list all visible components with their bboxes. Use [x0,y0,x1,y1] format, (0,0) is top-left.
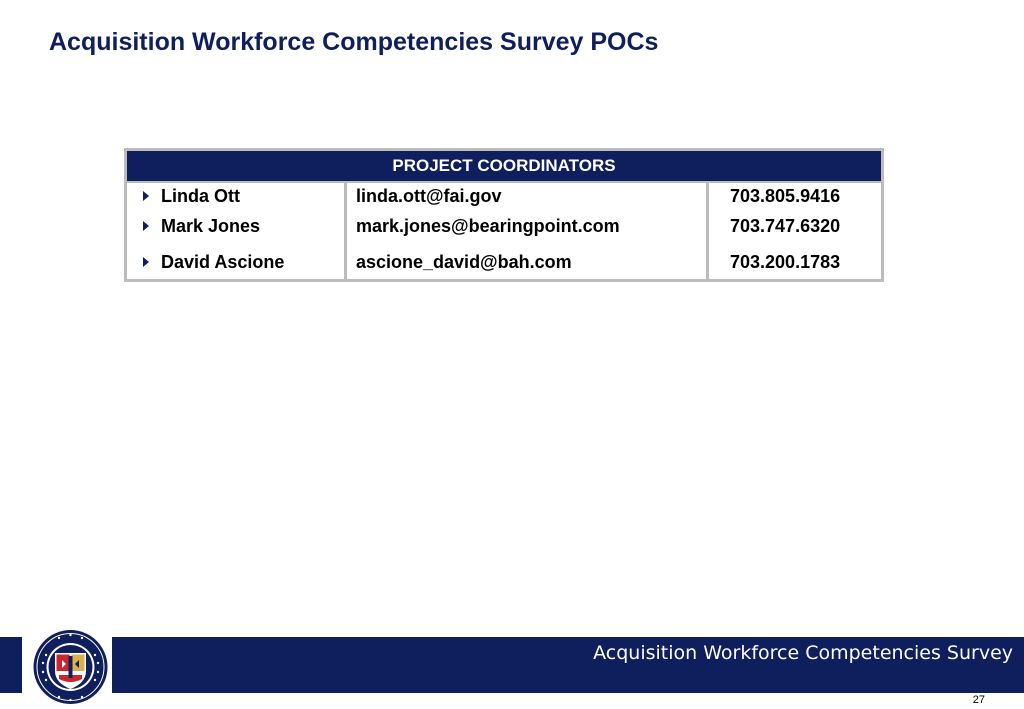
phone-column [709,183,881,279]
table-header: PROJECT COORDINATORS [127,151,881,181]
bullet-arrow-icon [143,257,149,267]
table-body [127,181,881,279]
federal-acquisition-institute-seal-icon [29,627,112,707]
table-row [143,243,344,279]
bullet-arrow-icon [143,191,149,201]
table-row [143,183,344,212]
bullet-arrow-icon [143,221,149,231]
coordinator-phone: 703.747.6320 [730,216,841,236]
coordinator-email: ascione_david@bah.com [356,252,572,272]
coordinator-phone: 703.805.9416 [730,186,841,206]
coordinator-name: Linda Ott [161,186,240,206]
table-row [143,212,344,243]
coordinator-email: linda.ott@fai.gov [356,186,502,206]
coordinator-phone: 703.200.1783 [730,252,841,272]
email-column [347,183,709,279]
coordinator-name: Mark Jones [161,216,261,236]
coordinator-name: David Ascione [161,252,285,272]
name-column [127,183,347,279]
page-number: 27 [972,694,985,706]
slide-title: Acquisition Workforce Competencies Survey POCs [49,28,659,56]
coordinator-email: mark.jones@bearingpoint.com [356,216,620,236]
project-coordinators-table [124,148,884,282]
footer-caption: Acquisition Workforce Competencies Survey [593,642,1013,664]
